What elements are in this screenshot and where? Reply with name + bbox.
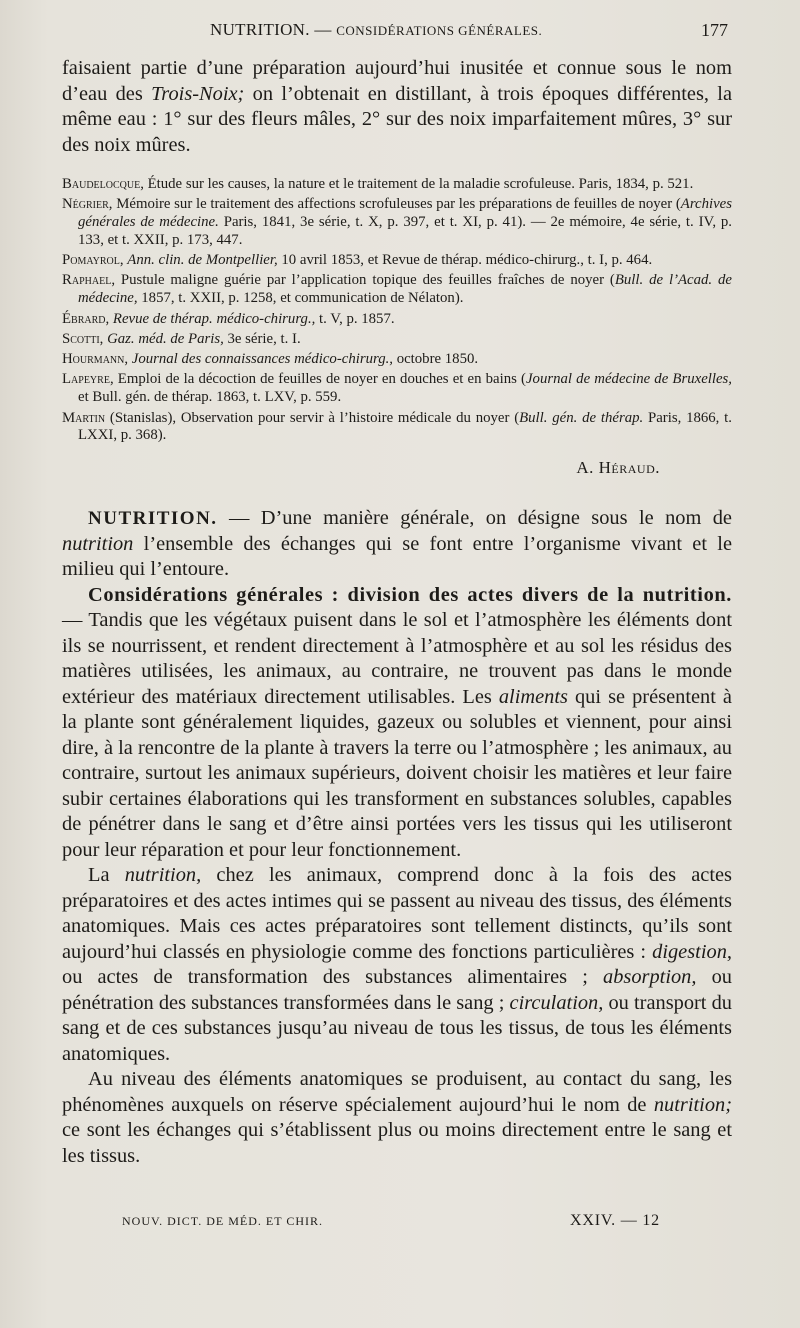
reference-italic: Bull. gén. de thérap. (519, 409, 644, 426)
reference-text: , Emploi de la décoction de feuilles de noyer en douches et en bains ( (109, 371, 526, 388)
reference-text: , Pustule maligne guérie par l’application topique des feuilles fraîches de noyer ( (111, 272, 615, 289)
reference-text: (Stanislas), Observation pour servir à l’histoire médicale du noyer ( (105, 409, 520, 426)
intro-text-1: faisaient partie d’une préparation aujourd’hui inusitée et connue sous le nom d’eau des (62, 57, 732, 105)
reference-author: Martin (62, 409, 106, 426)
intro-italic: Trois-Noix; (151, 82, 245, 105)
reference-author: Hourmann (62, 351, 125, 368)
reference-text-end: octobre 1850. (393, 351, 479, 368)
reference-author: Pomayrol (62, 252, 120, 269)
reference-item (62, 272, 732, 308)
reference-text-end: Paris, 1866, t. LXXI, p. 368). (78, 409, 732, 444)
reference-italic: Archives générales de médecine. (78, 196, 732, 231)
article-headword: NUTRITION. (88, 508, 218, 529)
section-paragraph: Considérations générales : division des actes divers de la nutrition. — Tandis que les végétaux puisent dans le sol et l’atmosphère les éléments dont ils se nourrissent, et rendent directement à l’atmosphère et au sol les résidus des matières utilisées, les animaux, au contraire, ne trouvent pas dans le monde extérieur des matériaux directement utilisables. Les aliments qui se présentent à la plante sont généralement liquides, gazeux ou solubles et viennent, pour ainsi dire, à la rencontre de la plante à travers la terre ou l’atmosphère ; les animaux, au contraire, surtout les animaux supérieurs, doivent choisir les matières et leur faire subir certaines élaborations qui les transforment en substances solubles, capables de pénétrer dans le sang et d’être ainsi portées vers les tissus qui les utiliseront pour leur réparation et pour leur fonctionnement. (62, 583, 732, 861)
reference-italic: Bull. de l’Acad. de médecine, (78, 272, 732, 307)
reference-text: , (119, 252, 128, 269)
reference-item (62, 252, 732, 270)
reference-author: Baudelocque (62, 176, 141, 192)
reference-author: Ébrard (62, 310, 106, 327)
reference-author: Scotti (62, 330, 100, 347)
reference-text: , Étude sur les causes, la nature et le traitement de la maladie scrofuleuse. Paris, 1834, p. 521. (140, 176, 694, 192)
intro-text-2: on l’obtenait en distillant, à trois époques différentes, la même eau : 1° sur des fleurs mâles, 2° sur des noix imparfaitement mûres, 3° sur des noix mûres. (62, 82, 732, 156)
reference-italic: Journal des connaissances médico-chirurg., (131, 351, 393, 368)
reference-text-end: t. V, p. 1857. (315, 310, 395, 327)
article-opening-paragraph: NUTRITION. — D’une manière générale, on désigne sous le nom de nutrition l’ensemble des échanges qui se font entre l’organisme vivant et le milieu qui l’entoure. (62, 507, 732, 580)
running-title-separator: — (309, 20, 337, 39)
reference-text: , (99, 330, 108, 347)
footer-publication: NOUV. DICT. DE MÉD. ET CHIR. (122, 1214, 323, 1228)
reference-item (62, 351, 732, 369)
article-nutrition (62, 506, 732, 1169)
reference-italic: Gaz. méd. de Paris, (107, 330, 224, 347)
running-title-sub: CONSIDÉRATIONS GÉNÉRALES. (336, 23, 543, 38)
reference-text: , Mémoire sur le traitement des affections scrofuleuses par les préparations de feuilles de noyer ( (108, 196, 681, 213)
section-heading: Considérations générales : division des actes divers de la nutrition. (88, 583, 732, 606)
reference-text-end: 10 avril 1853, et Revue de thérap. médico-chirurg., t. I, p. 464. (277, 252, 653, 269)
reference-text-end: 3e série, t. I. (223, 330, 301, 347)
reference-item (62, 311, 732, 329)
page-number: 177 (701, 20, 728, 40)
reference-italic: Revue de thérap. médico-chirurg., (112, 310, 316, 327)
footer-signature-mark: XXIV. — 12 (570, 1212, 660, 1229)
body-paragraph: La nutrition, chez les animaux, comprend donc à la fois des actes préparatoires et des actes intimes qui se passent au niveau des tissus, des éléments anatomiques. Mais ces actes préparatoires sont tellement distincts, qu’ils sont aujourd’hui classés en physiologie comme des fonctions particulières : digestion, ou actes de transformation des substances alimentaires ; absorption, ou pénétration des substances transformées dans le sang ; circulation, ou transport du sang et de ces substances jusqu’au niveau de tous les tissus, de tous les éléments anatomiques. (62, 864, 732, 1065)
reference-item (62, 410, 732, 446)
reference-item (62, 176, 732, 194)
author-signature: A. Héraud. (576, 458, 660, 477)
intro-paragraph (62, 56, 732, 158)
reference-author: Raphael (62, 272, 112, 289)
reference-text: , (105, 310, 113, 327)
reference-text-end: 1857, t. XXII, p. 1258, et communication de Nélaton). (137, 290, 464, 307)
reference-item (62, 196, 732, 249)
reference-item (62, 371, 732, 407)
reference-text-end: Paris, 1841, 3e série, t. X, p. 397, et t. XI, p. 41). — 2e mémoire, 4e série, t. IV, p. 133, et t. XXII, p. 173, 447. (78, 214, 732, 248)
running-title (210, 20, 542, 40)
reference-item (62, 331, 732, 349)
reference-italic: Journal de médecine de Bruxelles, (525, 371, 733, 388)
reference-italic: Ann. clin. de Montpellier, (127, 252, 278, 269)
page-footer (62, 1214, 742, 1238)
reference-text-end: et Bull. gén. de thérap. 1863, t. LXV, p. 559. (78, 389, 342, 406)
running-header (60, 20, 740, 46)
running-title-main: NUTRITION. (210, 20, 310, 39)
reference-author: Négrier (62, 196, 109, 213)
reference-text: , (124, 351, 132, 368)
bibliography (62, 176, 732, 448)
body-paragraph: Au niveau des éléments anatomiques se produisent, au contact du sang, les phénomènes auxquels on réserve spécialement aujourd’hui le nom de nutrition; ce sont les échanges qui s’établissent plus ou moins directement entre le sang et les tissus. (62, 1068, 732, 1167)
reference-author: Lapeyre (62, 371, 110, 388)
